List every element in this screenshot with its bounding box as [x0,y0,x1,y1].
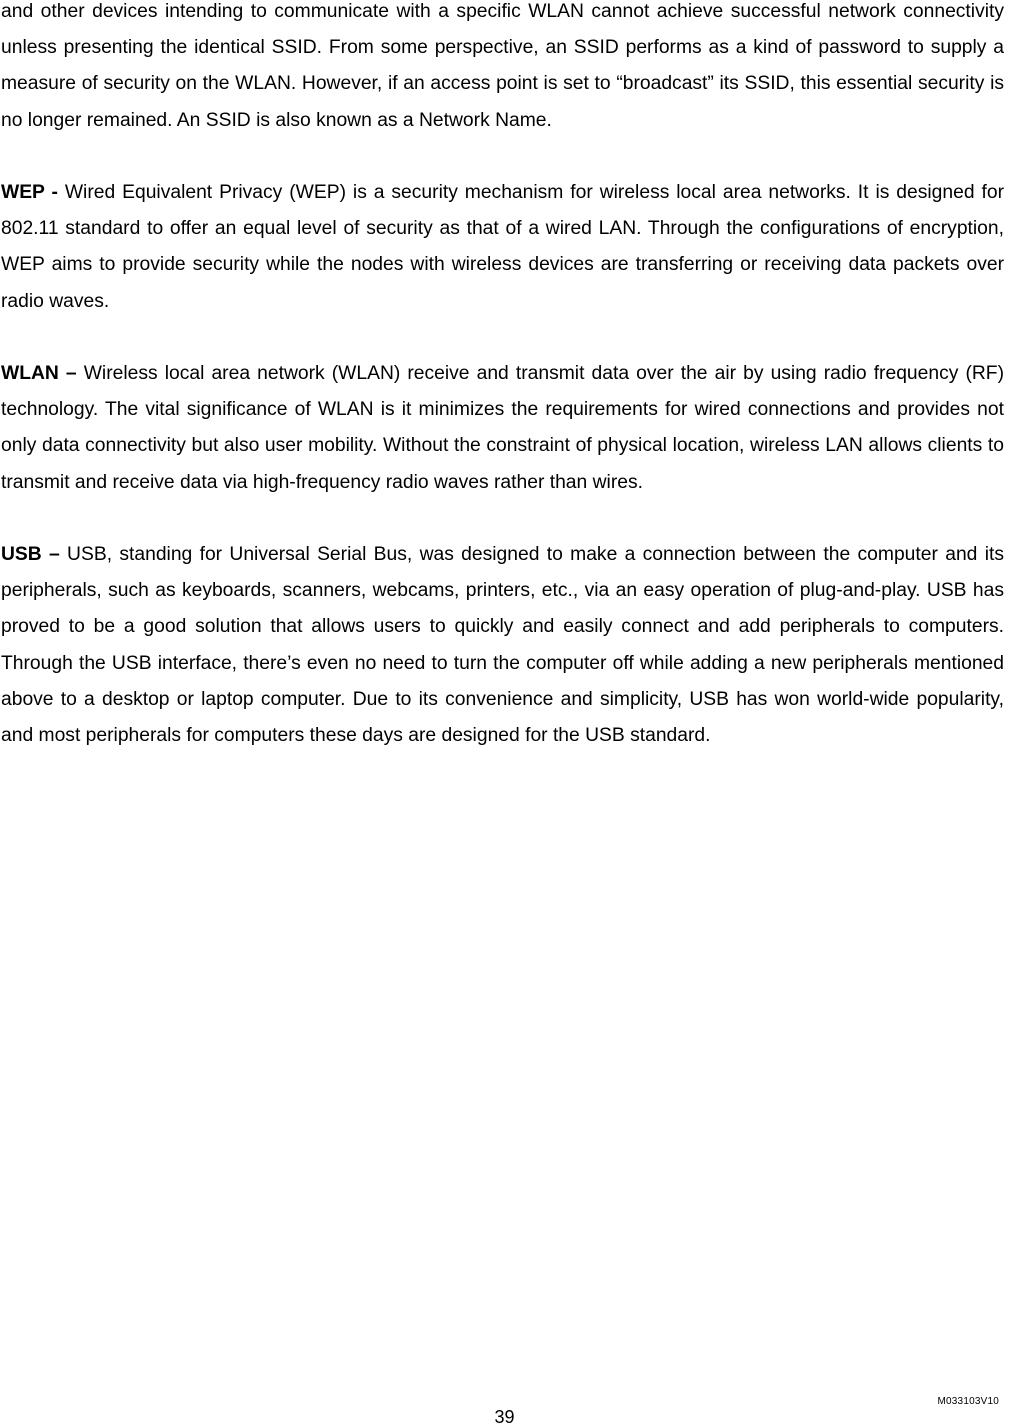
intro-paragraph: and other devices intending to communicate with a specific WLAN cannot achieve successful network connectivity unless presenting the identical SSID. From some perspective, an SSID performs as a kind of password to supply a measure of security on the WLAN. However, if an access point is set to “broadcast” its SSID, this essential security is no longer remained. An SSID is also known as a Network Name. [1,1,1004,131]
glossary-definition: Wireless local area network (WLAN) receive and transmit data over the air by using radio frequency (RF) technology. The vital significance of WLAN is it minimizes the requirements for wired connections and provides not only data connectivity but also user mobility. Without the constraint of physical location, wireless LAN allows clients to transmit and receive data via high-frequency radio waves rather than wires. [1,363,1005,493]
glossary-definition: Wired Equivalent Privacy (WEP) is a security mechanism for wireless local area networks. It is designed for 802.11 standard to offer an equal level of security as that of a wired LAN. Through the configurations of encryption, WEP aims to provide security while the nodes with wireless devices are transferring or receiving data packets over radio waves. [1,182,1004,312]
glossary-entry-wlan [1,356,1004,501]
page-number: 39 [494,1407,515,1427]
glossary-definition: USB, standing for Universal Serial Bus, was designed to make a connection between the computer and its peripherals, such as keyboards, scanners, webcams, printers, etc., via an easy operation of plug-and-play. USB has proved to be a good solution that allows users to quickly and easily connect and add peripherals to computers. Through the USB interface, there’s even no need to turn the computer off while adding a new peripherals mentioned above to a desktop or laptop computer. Due to its convenience and simplicity, USB has won world-wide popularity, and most peripherals for computers these days are designed for the USB standard. [1,544,1004,747]
glossary-term: WLAN – [1,363,77,384]
document-code: M033103V10 [937,1396,999,1407]
glossary-entry-wep [1,175,1004,320]
glossary-term: WEP - [1,182,58,203]
glossary-term: USB – [1,544,60,565]
glossary-content [1,0,1004,790]
glossary-entry-usb [1,537,1004,754]
